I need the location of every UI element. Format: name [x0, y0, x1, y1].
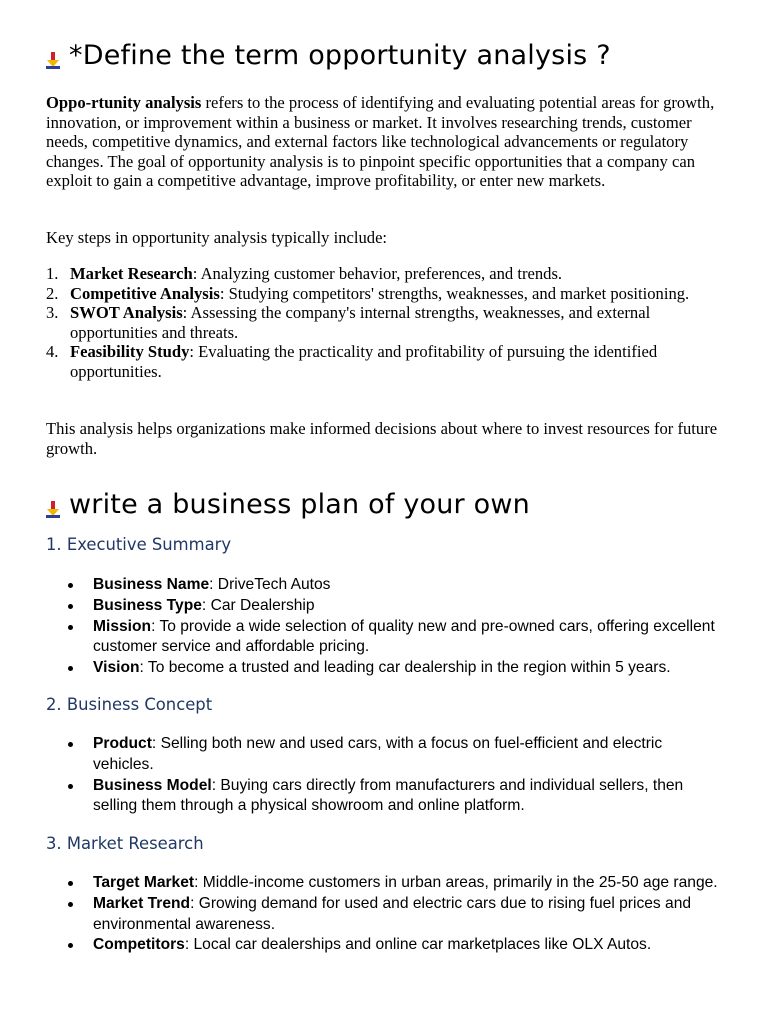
item-text: : Growing demand for used and electric cars due to rising fuel prices and environmental awareness. — [93, 894, 692, 933]
item-text: : To become a trusted and leading car dealership in the region within 5 years. — [139, 659, 671, 677]
step-term: Competitive Analysis — [70, 283, 220, 303]
section-heading-opportunity — [46, 40, 611, 71]
step-item — [46, 284, 726, 304]
step-number: 2. — [46, 283, 59, 303]
list-item — [46, 894, 726, 936]
section-heading-business-plan — [46, 489, 530, 520]
subheading-business-concept: 2. Business Concept — [46, 695, 213, 714]
intro-paragraph — [46, 93, 726, 191]
item-term: Business Model — [93, 776, 212, 794]
arrow-bullet-icon — [46, 500, 60, 518]
bullet-dot-icon — [68, 666, 73, 671]
step-term: SWOT Analysis — [70, 303, 183, 323]
heading-text: write a business plan of your own — [69, 489, 530, 520]
bullet-dot-icon — [68, 604, 73, 609]
list-item — [46, 575, 726, 596]
step-number: 1. — [46, 264, 59, 283]
item-term: Vision — [93, 659, 140, 677]
intro-text: refers to the process of identifying and evaluating potential areas for growth, innovation, or improvement within a business or market. It involves researching trends, customer needs, competitive dynamics, and external factors like technological advancements or regulatory changes. The goal of opportunity analysis is to pinpoint specific opportunities that a company can exploit to gain a competitive advantage, improve profitability, or enter new markets. — [46, 93, 715, 191]
list-item — [46, 617, 726, 659]
item-term: Product — [93, 735, 152, 752]
intro-term: Oppo-rtunity analysis — [46, 93, 202, 112]
conclusion-paragraph: This analysis helps organizations make informed decisions about where to invest resources for future growth. — [46, 419, 718, 458]
list-item — [46, 734, 726, 776]
steps-list — [46, 264, 726, 382]
list-item — [46, 658, 726, 679]
item-text: : Selling both new and used cars, with a focus on fuel-efficient and electric vehicles. — [93, 735, 663, 773]
step-number: 4. — [46, 342, 59, 362]
heading-text: *Define the term opportunity analysis ? — [69, 40, 611, 71]
step-term: Feasibility Study — [70, 342, 190, 362]
item-term: Competitors — [93, 936, 185, 954]
step-text: : Assessing the company's internal strengths, weaknesses, and external opportunities and threats. — [70, 303, 651, 342]
item-term: Business Type — [93, 596, 202, 614]
step-item — [46, 342, 726, 381]
item-text: : To provide a wide selection of quality new and pre-owned cars, offering excellent customer service and affordable pricing. — [93, 617, 715, 656]
executive-summary-list — [46, 575, 726, 679]
item-term: Target Market — [93, 874, 195, 891]
item-text: : Local car dealerships and online car marketplaces like OLX Autos. — [184, 936, 652, 954]
bullet-dot-icon — [68, 943, 73, 948]
arrow-bullet-icon — [46, 51, 60, 69]
list-item — [46, 596, 726, 617]
item-text: : DriveTech Autos — [209, 576, 331, 593]
bullet-dot-icon — [68, 784, 73, 789]
list-item — [46, 873, 726, 894]
bullet-dot-icon — [68, 902, 73, 907]
step-text: : Evaluating the practicality and profitability of pursuing the identified opportunities. — [70, 342, 658, 381]
bullet-dot-icon — [68, 881, 73, 886]
subheading-market-research: 3. Market Research — [46, 834, 204, 853]
bullet-dot-icon — [68, 583, 73, 588]
step-text: : Analyzing customer behavior, preferences, and trends. — [192, 264, 563, 283]
item-term: Market Trend — [93, 894, 191, 912]
bullet-dot-icon — [68, 742, 73, 747]
step-item — [46, 264, 726, 284]
market-research-list — [46, 873, 726, 956]
step-number: 3. — [46, 303, 59, 323]
business-concept-list — [46, 734, 726, 817]
item-text: : Buying cars directly from manufacturers and individual sellers, then selling them through a physical showroom and online platform. — [93, 776, 684, 815]
item-text: : Middle-income customers in urban areas, primarily in the 25-50 age range. — [194, 874, 718, 891]
item-term: Business Name — [93, 576, 210, 593]
step-term: Market Research — [70, 264, 193, 283]
list-item — [46, 935, 726, 956]
subheading-executive-summary: 1. Executive Summary — [46, 535, 232, 554]
step-text: : Studying competitors' strengths, weaknesses, and market positioning. — [219, 283, 690, 303]
item-term: Mission — [93, 617, 152, 635]
bullet-dot-icon — [68, 625, 73, 630]
item-text: : Car Dealership — [201, 596, 315, 614]
steps-intro: Key steps in opportunity analysis typically include: — [46, 228, 388, 247]
step-item — [46, 303, 726, 342]
list-item — [46, 776, 726, 818]
